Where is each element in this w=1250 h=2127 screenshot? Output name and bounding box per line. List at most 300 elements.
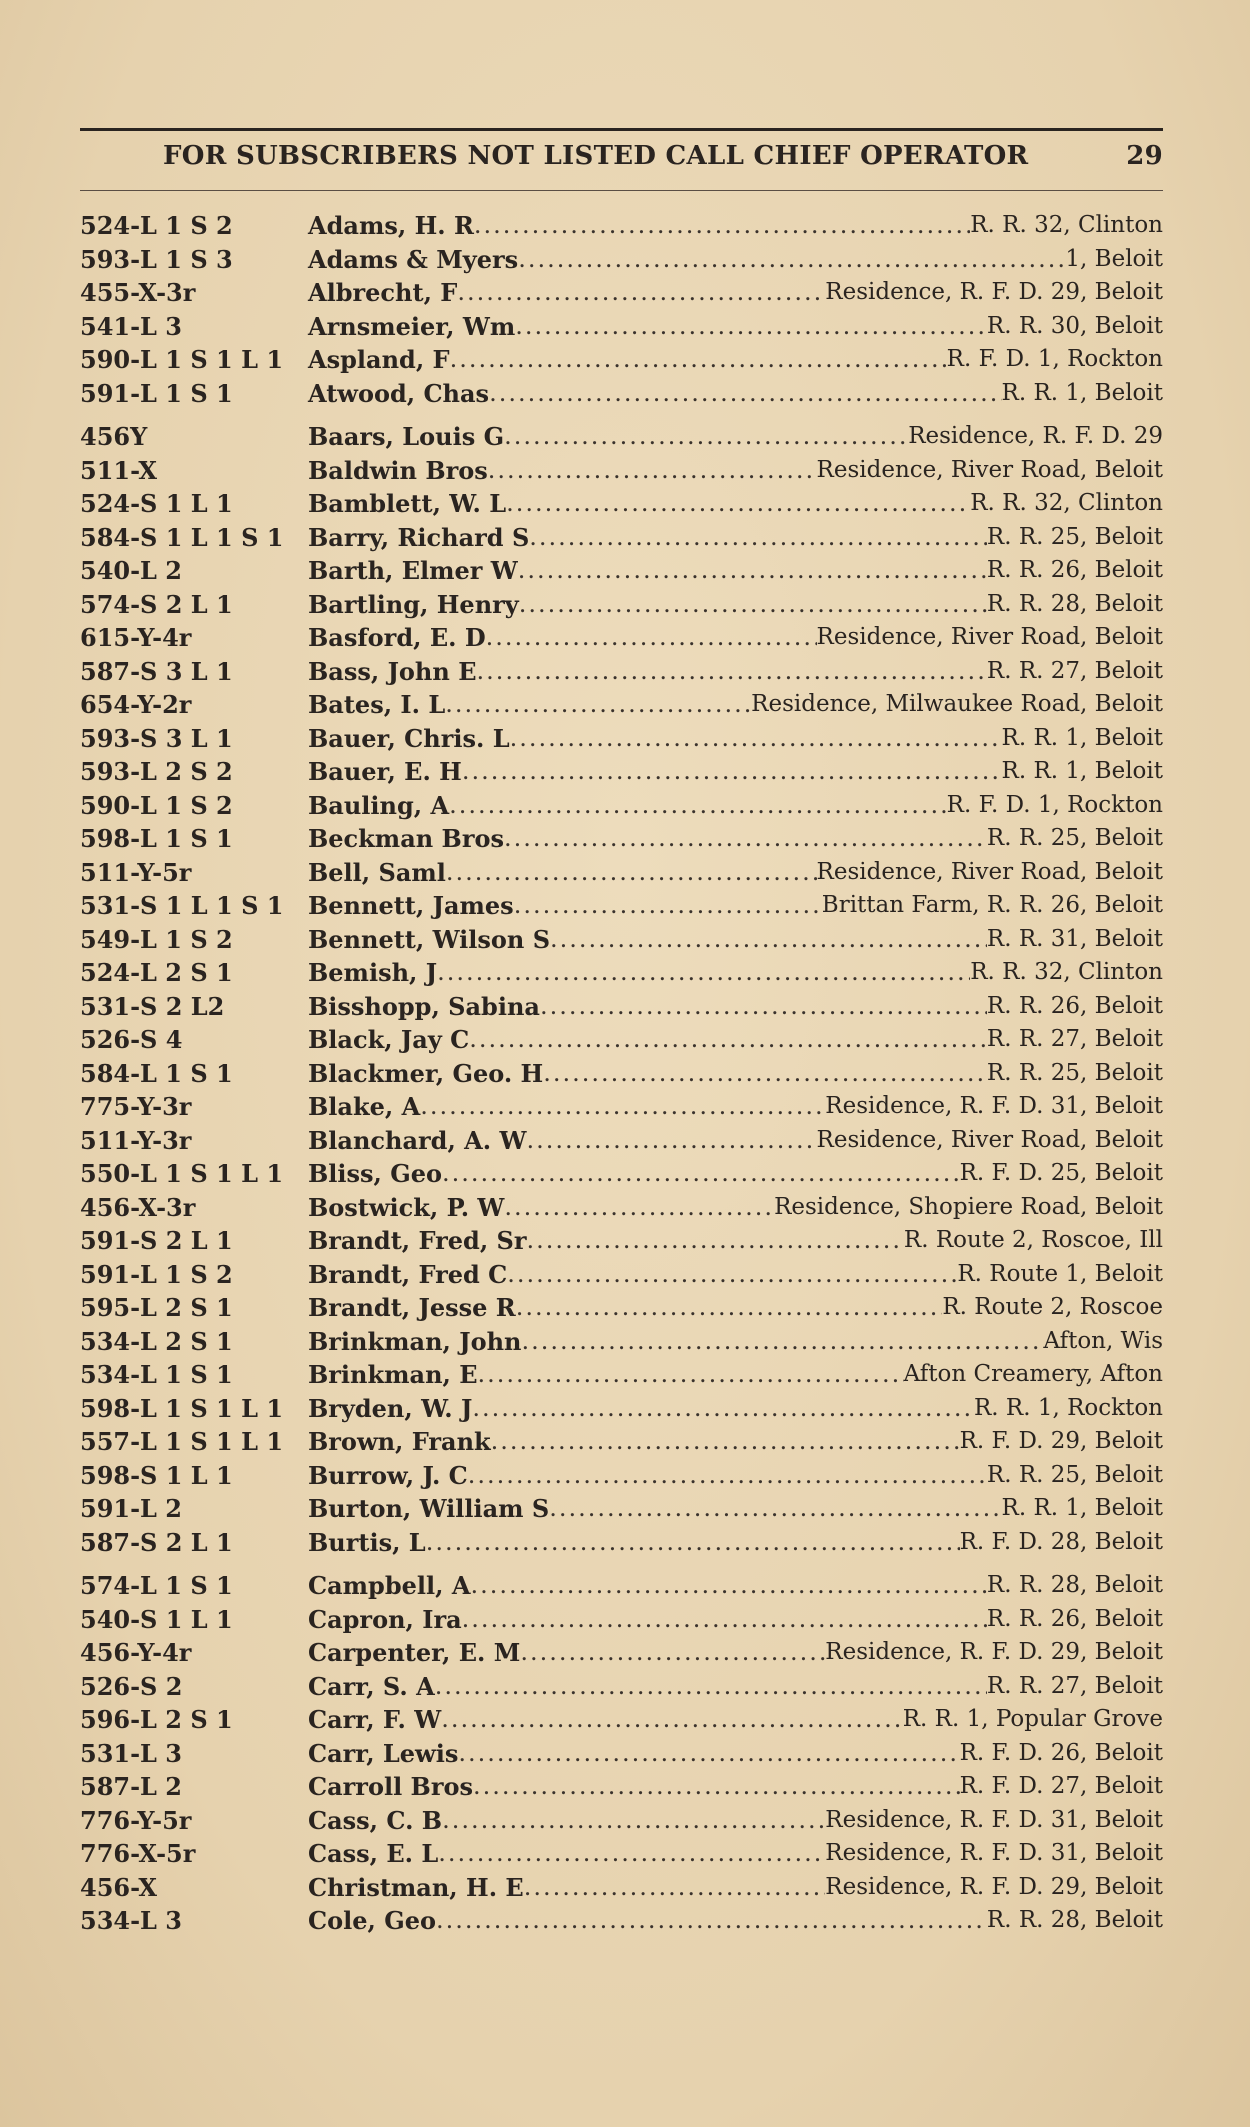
listing-entry — [80, 1459, 1163, 1493]
listing-entry — [80, 1603, 1163, 1637]
subscriber-name: Carr, F. W — [308, 1705, 442, 1734]
subscriber-address: R. F. D. 29, Beloit — [959, 1428, 1163, 1454]
subscriber-address: Residence, R. F. D. 29, Beloit — [825, 1873, 1163, 1900]
subscriber-name: Burtis, L — [308, 1527, 426, 1557]
phone-number: 540-L 2 — [80, 556, 182, 585]
listing-entry — [80, 1191, 1163, 1225]
listing-entry — [80, 1157, 1163, 1191]
phone-number: 776-X-5r — [80, 1839, 196, 1868]
header-title: FOR SUBSCRIBERS NOT LISTED CALL CHIEF OPERATOR — [163, 141, 1029, 171]
phone-number: 615-Y-4r — [80, 623, 192, 652]
subscriber-name: Bisshopp, Sabina — [308, 991, 540, 1021]
subscriber-name: Baars, Louis G — [308, 422, 505, 451]
leader-dots — [524, 1871, 826, 1905]
phone-number: 584-S 1 L 1 S 1 — [80, 522, 284, 552]
entry-body — [308, 243, 1163, 277]
listing-entry — [80, 1703, 1163, 1737]
leader-dots — [442, 1157, 960, 1191]
header-bottom-rule — [80, 190, 1163, 191]
subscriber-address: R. F. D. 26, Beloit — [959, 1739, 1163, 1766]
subscriber-address: Afton Creamery, Afton — [903, 1361, 1163, 1387]
subscriber-address: R. R. 26, Beloit — [986, 1605, 1163, 1632]
phone-number: 591-S 2 L 1 — [80, 1226, 233, 1255]
phone-number: 598-S 1 L 1 — [80, 1460, 233, 1490]
leader-dots — [529, 521, 987, 555]
entry-body — [308, 1492, 1163, 1526]
subscriber-name: Cass, C. B — [308, 1805, 443, 1835]
listing-entry — [80, 487, 1163, 521]
entry-body — [308, 1804, 1163, 1838]
phone-number: 524-S 1 L 1 — [80, 489, 233, 518]
subscriber-listing — [80, 209, 1163, 1938]
subscriber-address: R. Route 2, Roscoe, Ill — [903, 1227, 1163, 1253]
leader-dots — [520, 1636, 825, 1670]
listing-entry — [80, 722, 1163, 756]
subscriber-name: Bauling, A — [308, 790, 450, 820]
subscriber-name: Blackmer, Geo. H — [308, 1058, 544, 1088]
subscriber-address: Residence, River Road, Beloit — [816, 858, 1163, 885]
subscriber-name: Blake, A — [308, 1092, 421, 1121]
subscriber-name: Bliss, Geo — [308, 1159, 443, 1188]
leader-dots — [488, 454, 817, 488]
listing-entry — [80, 554, 1163, 588]
phone-number: 590-L 1 S 2 — [80, 790, 233, 820]
subscriber-name: Burrow, J. C — [308, 1460, 468, 1490]
subscriber-name: Bennett, Wilson S — [308, 924, 551, 954]
subscriber-address: R. R. 1, Popular Grove — [902, 1706, 1163, 1732]
phone-number: 557-L 1 S 1 L 1 — [80, 1427, 284, 1456]
leader-dots — [445, 688, 751, 722]
entry-body — [308, 755, 1163, 789]
subscriber-name: Brown, Frank — [308, 1427, 491, 1456]
subscriber-address: Residence, Milwaukee Road, Beloit — [751, 691, 1163, 717]
leader-dots — [438, 1837, 825, 1871]
leader-dots — [462, 1603, 987, 1637]
leader-dots — [436, 1904, 987, 1938]
page-header — [80, 141, 1163, 181]
subscriber-name: Baldwin Bros — [308, 455, 488, 485]
listing-entry — [80, 789, 1163, 823]
phone-number: 598-L 1 S 1 L 1 — [80, 1393, 284, 1423]
leader-dots — [543, 1057, 987, 1091]
entry-body — [308, 1057, 1163, 1091]
subscriber-address: R. F. D. 27, Beloit — [959, 1773, 1163, 1799]
subscriber-name: Blanchard, A. W — [308, 1125, 527, 1155]
subscriber-name: Bates, I. L — [308, 690, 446, 719]
phone-number: 526-S 2 — [80, 1671, 183, 1701]
listing-entry — [80, 1492, 1163, 1526]
leader-dots — [519, 588, 987, 622]
leader-dots — [507, 1258, 957, 1292]
phone-number: 776-Y-5r — [80, 1805, 192, 1835]
phone-number: 549-L 1 S 2 — [80, 924, 233, 954]
entry-body — [308, 722, 1163, 756]
subscriber-address: R. R. 32, Clinton — [970, 212, 1163, 238]
leader-dots — [437, 956, 970, 990]
subscriber-name: Bauer, E. H — [308, 757, 462, 786]
subscriber-name: Cass, E. L — [308, 1839, 439, 1868]
entry-body — [308, 1090, 1163, 1124]
phone-number: 654-Y-2r — [80, 690, 192, 719]
phone-number: 593-L 1 S 3 — [80, 244, 233, 274]
phone-number: 593-L 2 S 2 — [80, 757, 233, 786]
subscriber-address: Residence, R. F. D. 29, Beloit — [825, 1639, 1163, 1665]
phone-number: 591-L 2 — [80, 1494, 182, 1523]
entry-body — [308, 1291, 1163, 1325]
subscriber-address: R. F. D. 1, Rockton — [946, 791, 1163, 818]
subscriber-name: Christman, H. E — [308, 1872, 524, 1902]
subscriber-address: R. R. 31, Beloit — [986, 925, 1163, 952]
subscriber-address: R. R. 28, Beloit — [986, 590, 1163, 617]
subscriber-address: Residence, River Road, Beloit — [816, 624, 1163, 650]
entry-body — [308, 1459, 1163, 1493]
subscriber-name: Bauer, Chris. L — [308, 723, 510, 753]
phone-number: 593-S 3 L 1 — [80, 723, 233, 753]
phone-number: 456Y — [80, 422, 148, 451]
leader-dots — [486, 621, 817, 655]
phone-number: 540-S 1 L 1 — [80, 1604, 233, 1634]
phone-number: 534-L 2 S 1 — [80, 1326, 233, 1356]
leader-dots — [522, 1325, 1044, 1359]
subscriber-name: Burton, William S — [308, 1494, 550, 1523]
subscriber-name: Carr, S. A — [308, 1671, 435, 1701]
entry-body — [308, 454, 1163, 488]
leader-dots — [472, 1392, 974, 1426]
subscriber-name: Brandt, Jesse R — [308, 1293, 516, 1322]
listing-entry — [80, 923, 1163, 957]
subscriber-name: Capron, Ira — [308, 1604, 462, 1634]
entry-body — [308, 1526, 1163, 1560]
entry-body — [308, 822, 1163, 856]
leader-dots — [435, 1670, 987, 1704]
subscriber-name: Bennett, James — [308, 891, 514, 920]
entry-body — [308, 1124, 1163, 1158]
entry-body — [308, 521, 1163, 555]
entry-body — [308, 1904, 1163, 1938]
leader-dots — [468, 1459, 987, 1493]
subscriber-name: Beckman Bros — [308, 824, 504, 853]
subscriber-name: Basford, E. D — [308, 623, 486, 652]
entry-body — [308, 621, 1163, 655]
subscriber-name: Bell, Saml — [308, 857, 446, 887]
subscriber-name: Atwood, Chas — [308, 378, 490, 408]
entry-body — [308, 1871, 1163, 1905]
listing-entry — [80, 1871, 1163, 1905]
subscriber-address: R. R. 28, Beloit — [986, 1907, 1163, 1933]
subscriber-address: R. R. 32, Clinton — [970, 959, 1163, 985]
leader-dots — [462, 755, 1002, 789]
listing-entry — [80, 1258, 1163, 1292]
subscriber-address: R. R. 25, Beloit — [986, 1461, 1163, 1488]
listing-entry — [80, 688, 1163, 722]
listing-entry — [80, 1425, 1163, 1459]
listing-entry — [80, 1090, 1163, 1124]
subscriber-address: Residence, Shopiere Road, Beloit — [774, 1193, 1163, 1220]
phone-number: 534-L 3 — [80, 1906, 182, 1935]
phone-number: 531-L 3 — [80, 1738, 182, 1768]
entry-body — [308, 956, 1163, 990]
listing-entry — [80, 343, 1163, 377]
phone-number: 524-L 2 S 1 — [80, 958, 233, 987]
subscriber-address: Residence, R. F. D. 29, Beloit — [825, 279, 1163, 305]
phone-number: 511-Y-5r — [80, 857, 192, 887]
listing-entry — [80, 1737, 1163, 1771]
phone-number: 531-S 2 L2 — [80, 991, 225, 1021]
phone-number: 587-L 2 — [80, 1772, 182, 1801]
subscriber-address: R. R. 27, Beloit — [986, 1026, 1163, 1052]
entry-body — [308, 1569, 1163, 1603]
subscriber-name: Carroll Bros — [308, 1772, 473, 1801]
leader-dots — [550, 923, 987, 957]
leader-dots — [527, 1224, 904, 1258]
phone-number: 596-L 2 S 1 — [80, 1705, 233, 1734]
phone-number: 455-X-3r — [80, 278, 196, 307]
entry-body — [308, 990, 1163, 1024]
phone-number: 598-L 1 S 1 — [80, 824, 233, 853]
subscriber-address: R. R. 1, Rockton — [973, 1394, 1163, 1421]
leader-dots — [504, 1191, 774, 1225]
entry-body — [308, 1358, 1163, 1392]
subscriber-name: Brandt, Fred, Sr — [308, 1226, 527, 1255]
entry-body — [308, 377, 1163, 411]
entry-body — [308, 420, 1163, 454]
leader-dots — [474, 209, 970, 243]
leader-dots — [478, 1358, 904, 1392]
subscriber-address: Residence, River Road, Beloit — [816, 456, 1163, 483]
entry-body — [308, 1737, 1163, 1771]
leader-dots — [442, 1804, 825, 1838]
listing-entry — [80, 621, 1163, 655]
listing-entry — [80, 420, 1163, 454]
leader-dots — [470, 1569, 986, 1603]
subscriber-address: R. R. 1, Beloit — [1001, 758, 1163, 784]
listing-entry — [80, 1636, 1163, 1670]
leader-dots — [441, 1703, 903, 1737]
entry-body — [308, 1224, 1163, 1258]
phone-number: 584-L 1 S 1 — [80, 1058, 233, 1088]
entry-body — [308, 1837, 1163, 1871]
listing-entry — [80, 209, 1163, 243]
entry-body — [308, 655, 1163, 689]
subscriber-address: R. R. 26, Beloit — [986, 992, 1163, 1019]
listing-entry — [80, 377, 1163, 411]
entry-body — [308, 1425, 1163, 1459]
listing-entry — [80, 1526, 1163, 1560]
entry-body — [308, 688, 1163, 722]
subscriber-name: Barth, Elmer W — [308, 556, 518, 585]
entry-body — [308, 1603, 1163, 1637]
subscriber-address: R. F. D. 28, Beloit — [959, 1528, 1163, 1555]
subscriber-name: Carr, Lewis — [308, 1738, 459, 1768]
subscriber-name: Bass, John E — [308, 656, 477, 686]
subscriber-address: Residence, R. F. D. 29 — [908, 423, 1163, 449]
subscriber-address: 1, Beloit — [1065, 245, 1163, 272]
listing-entry — [80, 1904, 1163, 1938]
subscriber-address: R. R. 26, Beloit — [986, 557, 1163, 583]
listing-entry — [80, 1358, 1163, 1392]
subscriber-name: Aspland, F — [308, 345, 450, 374]
subscriber-name: Brinkman, E — [308, 1360, 478, 1389]
subscriber-address: R. R. 25, Beloit — [986, 1059, 1163, 1086]
listing-entry — [80, 1670, 1163, 1704]
phone-number: 456-X — [80, 1872, 157, 1902]
phone-number: 574-L 1 S 1 — [80, 1571, 233, 1600]
entry-body — [308, 1191, 1163, 1225]
listing-entry — [80, 1325, 1163, 1359]
leader-dots — [476, 655, 986, 689]
phone-number: 550-L 1 S 1 L 1 — [80, 1159, 284, 1188]
subscriber-name: Barry, Richard S — [308, 522, 530, 552]
phone-number: 456-Y-4r — [80, 1638, 192, 1667]
subscriber-name: Adams & Myers — [308, 244, 519, 274]
leader-dots — [506, 487, 970, 521]
subscriber-name: Bemish, J — [308, 958, 438, 987]
leader-dots — [449, 789, 947, 823]
leader-dots — [514, 889, 822, 923]
subscriber-name: Cole, Geo — [308, 1906, 436, 1935]
subscriber-address: R. Route 1, Beloit — [957, 1260, 1163, 1287]
listing-entry — [80, 1023, 1163, 1057]
leader-dots — [510, 722, 1002, 756]
subscriber-name: Bamblett, W. L — [308, 489, 507, 518]
subscriber-name: Brandt, Fred C — [308, 1259, 508, 1289]
subscriber-address: R. R. 1, Beloit — [1001, 724, 1163, 751]
leader-dots — [504, 420, 908, 454]
listing-entry — [80, 310, 1163, 344]
listing-entry — [80, 1770, 1163, 1804]
subscriber-name: Albrecht, F — [308, 278, 458, 307]
subscriber-address: Brittan Farm, R. R. 26, Beloit — [821, 892, 1163, 918]
subscriber-address: R. Route 2, Roscoe — [942, 1294, 1163, 1320]
subscriber-address: Residence, R. F. D. 31, Beloit — [825, 1840, 1163, 1866]
entry-body — [308, 1325, 1163, 1359]
listing-entry — [80, 1804, 1163, 1838]
subscriber-name: Black, Jay C — [308, 1025, 470, 1054]
phone-number: 534-L 1 S 1 — [80, 1360, 233, 1389]
subscriber-address: R. R. 28, Beloit — [986, 1572, 1163, 1598]
leader-dots — [426, 1526, 960, 1560]
subscriber-name: Arnsmeier, Wm — [308, 311, 516, 341]
leader-dots — [420, 1090, 825, 1124]
leader-dots — [515, 310, 987, 344]
phone-number: 590-L 1 S 1 L 1 — [80, 345, 284, 374]
phone-number: 456-X-3r — [80, 1192, 196, 1222]
page-number: 29 — [1126, 141, 1163, 171]
phone-number: 531-S 1 L 1 S 1 — [80, 891, 284, 920]
listing-entry — [80, 588, 1163, 622]
leader-dots — [489, 377, 1001, 411]
entry-body — [308, 1023, 1163, 1057]
subscriber-address: R. R. 32, Clinton — [970, 490, 1163, 516]
phone-number: 524-L 1 S 2 — [80, 211, 233, 240]
entry-body — [308, 856, 1163, 890]
entry-body — [308, 1258, 1163, 1292]
leader-dots — [549, 1492, 1001, 1526]
phone-number: 526-S 4 — [80, 1025, 183, 1054]
subscriber-name: Brinkman, John — [308, 1326, 522, 1356]
subscriber-address: R. R. 30, Beloit — [986, 312, 1163, 339]
listing-entry — [80, 1057, 1163, 1091]
subscriber-address: R. R. 1, Beloit — [1001, 1495, 1163, 1521]
subscriber-address: R. R. 25, Beloit — [986, 825, 1163, 851]
listing-entry — [80, 1837, 1163, 1871]
leader-dots — [526, 1124, 816, 1158]
entry-body — [308, 554, 1163, 588]
listing-entry — [80, 521, 1163, 555]
subscriber-address: Residence, River Road, Beloit — [816, 1126, 1163, 1153]
phone-number: 775-Y-3r — [80, 1092, 192, 1121]
listing-entry — [80, 655, 1163, 689]
listing-entry — [80, 1124, 1163, 1158]
phone-number: 574-S 2 L 1 — [80, 589, 233, 619]
phone-number: 541-L 3 — [80, 311, 182, 341]
entry-body — [308, 310, 1163, 344]
leader-dots — [457, 276, 825, 310]
listing-entry — [80, 454, 1163, 488]
leader-dots — [516, 1291, 943, 1325]
subscriber-address: R. R. 27, Beloit — [986, 1672, 1163, 1699]
leader-dots — [518, 554, 987, 588]
entry-body — [308, 889, 1163, 923]
subscriber-address: Residence, R. F. D. 31, Beloit — [825, 1806, 1163, 1833]
leader-dots — [491, 1425, 960, 1459]
listing-entry — [80, 1392, 1163, 1426]
entry-body — [308, 209, 1163, 243]
listing-entry — [80, 990, 1163, 1024]
leader-dots — [540, 990, 987, 1024]
leader-dots — [450, 343, 947, 377]
subscriber-address: R. R. 25, Beloit — [986, 523, 1163, 550]
listing-entry — [80, 822, 1163, 856]
subscriber-name: Bryden, W. J — [308, 1393, 473, 1423]
header-top-rule — [80, 128, 1163, 131]
subscriber-address: R. R. 1, Beloit — [1001, 379, 1163, 406]
subscriber-name: Adams, H. R — [308, 211, 474, 240]
entry-body — [308, 1157, 1163, 1191]
entry-body — [308, 1636, 1163, 1670]
subscriber-address: R. R. 27, Beloit — [986, 657, 1163, 684]
listing-entry — [80, 755, 1163, 789]
entry-body — [308, 487, 1163, 521]
phone-number: 587-S 3 L 1 — [80, 656, 233, 686]
entry-body — [308, 276, 1163, 310]
entry-body — [308, 923, 1163, 957]
entry-body — [308, 1670, 1163, 1704]
leader-dots — [446, 856, 817, 890]
listing-entry — [80, 1224, 1163, 1258]
leader-dots — [458, 1737, 959, 1771]
listing-entry — [80, 956, 1163, 990]
phone-number: 511-X — [80, 455, 157, 485]
leader-dots — [473, 1770, 960, 1804]
entry-body — [308, 1392, 1163, 1426]
subscriber-name: Campbell, A — [308, 1571, 471, 1600]
phone-number: 595-L 2 S 1 — [80, 1293, 233, 1322]
listing-entry — [80, 1569, 1163, 1603]
entry-body — [308, 343, 1163, 377]
listing-entry — [80, 889, 1163, 923]
leader-dots — [518, 243, 1065, 277]
phone-number: 591-L 1 S 1 — [80, 378, 233, 408]
subscriber-name: Bartling, Henry — [308, 589, 519, 619]
listing-entry — [80, 1291, 1163, 1325]
phone-number: 587-S 2 L 1 — [80, 1527, 233, 1557]
subscriber-address: Residence, R. F. D. 31, Beloit — [825, 1093, 1163, 1119]
subscriber-address: R. F. D. 1, Rockton — [946, 346, 1163, 372]
listing-entry — [80, 276, 1163, 310]
listing-entry — [80, 856, 1163, 890]
subscriber-address: R. F. D. 25, Beloit — [959, 1160, 1163, 1186]
